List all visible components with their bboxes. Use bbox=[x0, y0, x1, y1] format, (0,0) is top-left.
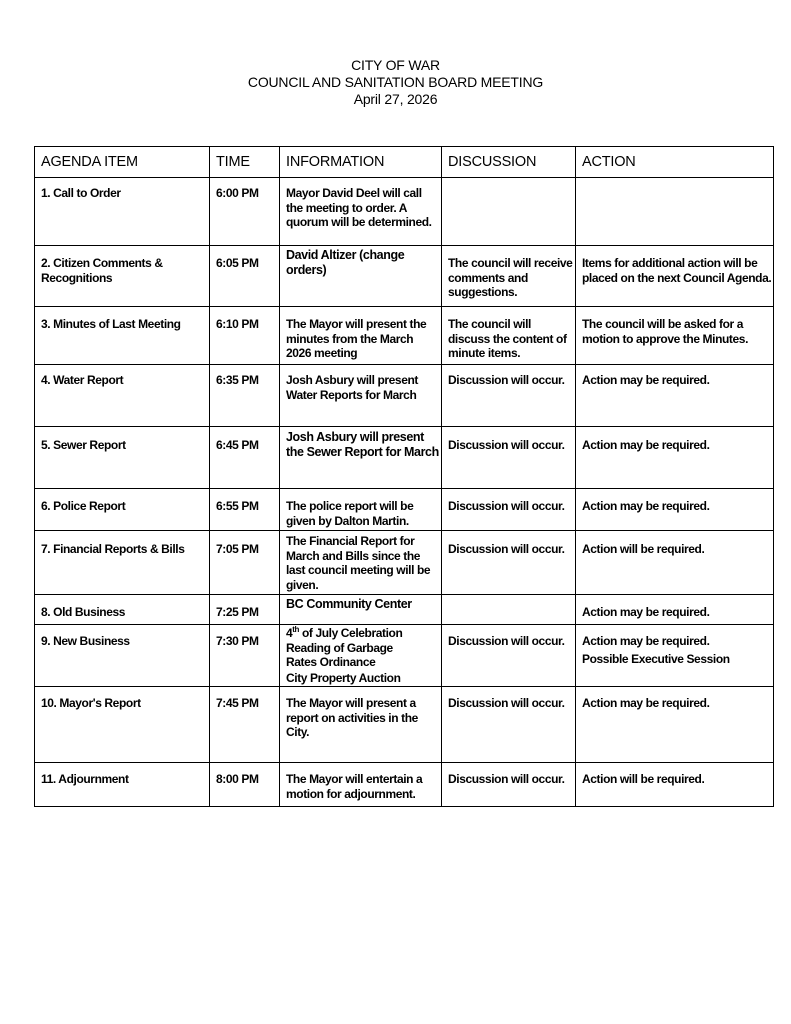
action-cell: Action may be required. bbox=[576, 427, 774, 489]
action-cell: The council will be asked for a motion to approve the Minutes. bbox=[576, 307, 774, 365]
time-cell: 8:00 PM bbox=[210, 763, 280, 807]
agenda-item-cell: 10. Mayor's Report bbox=[35, 687, 210, 763]
time-cell: 6:55 PM bbox=[210, 489, 280, 531]
action-cell: Action may be required. bbox=[576, 365, 774, 427]
information-cell: The Mayor will present the minutes from the March 2026 meeting bbox=[280, 307, 442, 365]
col-header-time: TIME bbox=[210, 147, 280, 178]
new-business-auction: City Property Auction bbox=[286, 670, 401, 685]
action-text: Action may be required. bbox=[582, 634, 710, 648]
new-business-celebration: 4th of July Celebration bbox=[286, 625, 403, 640]
meeting-title: COUNCIL AND SANITATION BOARD MEETING bbox=[247, 74, 544, 90]
information-cell: The Financial Report for March and Bills since the last council meeting will be given. bbox=[280, 531, 442, 595]
agenda-item-cell: 7. Financial Reports & Bills bbox=[35, 531, 210, 595]
header-row bbox=[35, 147, 774, 178]
discussion-cell: Discussion will occur. bbox=[442, 365, 576, 427]
action-cell: Action may be required. bbox=[576, 595, 774, 625]
discussion-cell: Discussion will occur. bbox=[442, 687, 576, 763]
time-cell: 6:45 PM bbox=[210, 427, 280, 489]
table-row bbox=[35, 625, 774, 687]
table-row bbox=[35, 595, 774, 625]
time-cell: 6:35 PM bbox=[210, 365, 280, 427]
new-business-garbage: Reading of Garbage bbox=[286, 640, 393, 655]
time-cell: 7:30 PM bbox=[210, 625, 280, 687]
agenda-item-cell: 11. Adjournment bbox=[35, 763, 210, 807]
discussion-cell: Discussion will occur. bbox=[442, 489, 576, 531]
time-cell: 6:05 PM bbox=[210, 246, 280, 307]
information-cell: Josh Asbury will present the Sewer Report for March bbox=[280, 427, 442, 489]
table-row bbox=[35, 687, 774, 763]
col-header-discussion: DISCUSSION bbox=[442, 147, 576, 178]
table-row bbox=[35, 365, 774, 427]
information-cell bbox=[280, 625, 442, 687]
information-cell: BC Community Center bbox=[280, 595, 442, 625]
table-row bbox=[35, 427, 774, 489]
agenda-item-cell: 5. Sewer Report bbox=[35, 427, 210, 489]
information-cell: Mayor David Deel will call the meeting to order. A quorum will be determined. bbox=[280, 178, 442, 246]
time-cell: 7:05 PM bbox=[210, 531, 280, 595]
agenda-item-cell: 3. Minutes of Last Meeting bbox=[35, 307, 210, 365]
table-row bbox=[35, 307, 774, 365]
discussion-cell: Discussion will occur. bbox=[442, 625, 576, 687]
action-cell: Action may be required. bbox=[576, 489, 774, 531]
information-cell: Josh Asbury will present Water Reports for March bbox=[280, 365, 442, 427]
table-row bbox=[35, 246, 774, 307]
table-row bbox=[35, 763, 774, 807]
discussion-cell: Discussion will occur. bbox=[442, 531, 576, 595]
city-title: CITY OF WAR bbox=[351, 57, 440, 73]
agenda-table bbox=[34, 146, 774, 807]
time-cell: 7:25 PM bbox=[210, 595, 280, 625]
action-cell: Action will be required. bbox=[576, 531, 774, 595]
new-business-garbage-ordinance: Rates Ordinance bbox=[286, 655, 376, 670]
col-header-agenda-item: AGENDA ITEM bbox=[35, 147, 210, 178]
action-cell: Action may be required. bbox=[576, 687, 774, 763]
agenda-item-cell: 6. Police Report bbox=[35, 489, 210, 531]
col-header-information: INFORMATION bbox=[280, 147, 442, 178]
discussion-cell: Discussion will occur. bbox=[442, 427, 576, 489]
discussion-cell: The council will discuss the content of minute items. bbox=[442, 307, 576, 365]
table-row bbox=[35, 178, 774, 246]
time-cell: 7:45 PM bbox=[210, 687, 280, 763]
information-cell: The police report will be given by Dalton Martin. bbox=[280, 489, 442, 531]
meeting-date: April 27, 2026 bbox=[353, 91, 438, 107]
discussion-cell bbox=[442, 178, 576, 246]
information-cell: David Altizer (change orders) bbox=[280, 246, 442, 307]
information-cell: The Mayor will entertain a motion for adjournment. bbox=[280, 763, 442, 807]
action-cell bbox=[576, 625, 774, 687]
agenda-item-cell: 9. New Business bbox=[35, 625, 210, 687]
table-row bbox=[35, 531, 774, 595]
agenda-item-cell: 2. Citizen Comments & Recognitions bbox=[35, 246, 210, 307]
agenda-item-cell: 1. Call to Order bbox=[35, 178, 210, 246]
action-extra-text: Possible Executive Session bbox=[582, 651, 730, 666]
discussion-cell bbox=[442, 595, 576, 625]
agenda-item-cell: 4. Water Report bbox=[35, 365, 210, 427]
discussion-cell: Discussion will occur. bbox=[442, 763, 576, 807]
action-cell: Action will be required. bbox=[576, 763, 774, 807]
discussion-cell: The council will receive comments and suggestions. bbox=[442, 246, 576, 307]
action-cell: Items for additional action will be placed on the next Council Agenda. bbox=[576, 246, 774, 307]
agenda-item-cell: 8. Old Business bbox=[35, 595, 210, 625]
time-cell: 6:10 PM bbox=[210, 307, 280, 365]
time-cell: 6:00 PM bbox=[210, 178, 280, 246]
information-cell: The Mayor will present a report on activities in the City. bbox=[280, 687, 442, 763]
col-header-action: ACTION bbox=[576, 147, 774, 178]
document-header bbox=[0, 57, 791, 108]
action-cell bbox=[576, 178, 774, 246]
table-row bbox=[35, 489, 774, 531]
